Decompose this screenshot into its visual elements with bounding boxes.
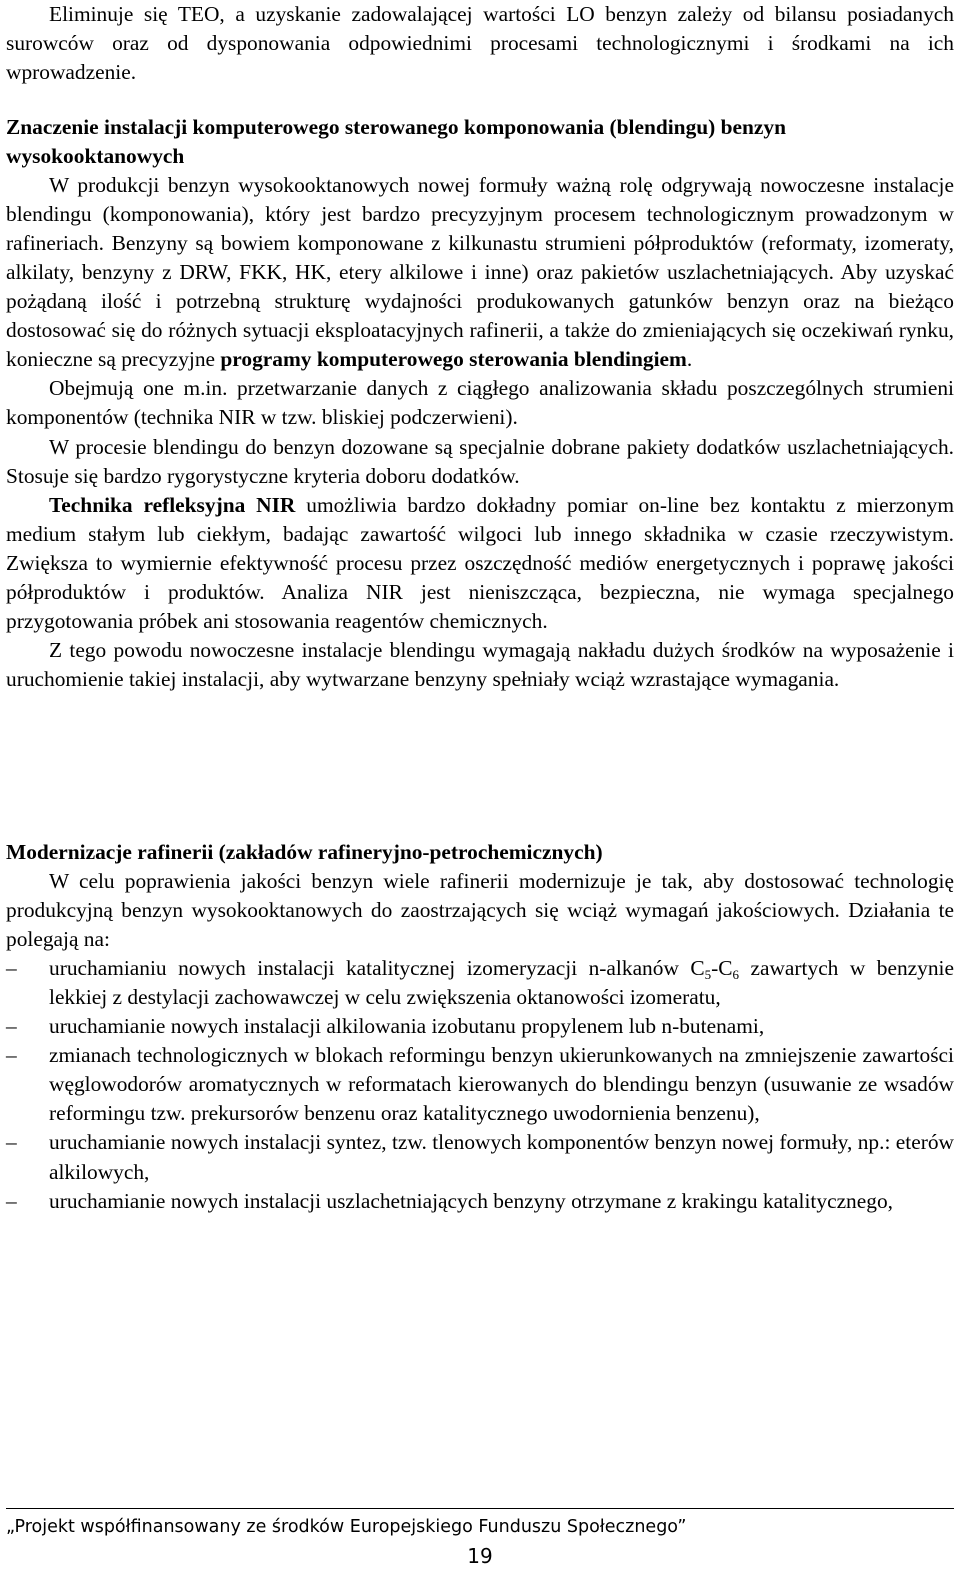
footer-funding-note: „Projekt współfinansowany ze środków Europejskiego Funduszu Społecznego”: [6, 1517, 687, 1537]
dash-bullet: –: [6, 1188, 17, 1213]
section-modernization: [6, 838, 954, 1216]
list-item-text: zawartych w benzynie lekkiej z destylacji zachowawczej w celu zwiększenia oktanowości izomeratu,: [49, 956, 954, 1010]
page-footer: [6, 1508, 954, 1568]
list-item: [6, 1012, 954, 1041]
modernization-intro: W celu poprawienia jakości benzyn wiele rafinerii modernizuje je tak, aby dostosować technologię produkcyjną benzyn wysokooktanowych do zaostrzających się wciąż wymagań jakościowych. Działania te polegają na:: [6, 869, 954, 952]
dash-bullet: –: [6, 1130, 17, 1155]
dash-bullet: –: [6, 1014, 17, 1039]
section-blending: [6, 113, 954, 694]
list-item-text: uruchamianie nowych instalacji alkilowania izobutanu propylenem lub n-butenami,: [49, 1014, 765, 1039]
blending-paragraph-1: [6, 171, 954, 374]
intro-paragraph: Eliminuje się TEO, a uzyskanie zadowalającej wartości LO benzyn zależy od bilansu posiadanych surowców oraz od dysponowania odpowiednimi procesami technologicznymi i środkami na ich wprowadzenie.: [6, 2, 954, 85]
blending-p1-end: .: [686, 347, 693, 372]
blending-p1-text: W produkcji benzyn wysokooktanowych nowej formuły ważną rolę odgrywają nowoczesne instalacje blendingu (komponowania), który jest bardzo precyzyjnym procesem technologicznym prowadzonym w rafineriach. Benzyny są bowiem komponowane z kilkunastu strumieni półproduktów (reformaty, izomeraty, alkilaty, benzyny z DRW, FKK, HK, etery alkilowe i inne) oraz pakietów uszlachetniających. Aby uzyskać pożądaną ilość i potrzebną strukturę wydajności produkowanych gatunków benzyn oraz na bieżąco dostosować się do różnych sytuacji eksploatacyjnych rafinerii, a także do zmieniających się oczekiwań rynku, konieczne są precyzyjne: [6, 173, 954, 372]
list-item-text: uruchamianie nowych instalacji syntez, tzw. tlenowych komponentów benzyn nowej formuły, np.: eterów alkilowych,: [49, 1130, 954, 1184]
dash-bullet: –: [6, 956, 17, 981]
nir-term: Technika refleksyjna NIR: [49, 492, 296, 517]
list-item-text: zmianach technologicznych w blokach reformingu benzyn ukierunkowanych na zmniejszenie zawartości węglowodorów aromatycznych w reformatach kierowanych do blendingu benzyn (usuwanie ze wsadów reformingu tzw. prekursorów benzenu oraz katalitycznego uwodornienia benzenu),: [49, 1043, 954, 1126]
list-item-text: uruchamianie nowych instalacji uszlachetniających benzyny otrzymane z krakingu katalitycznego,: [49, 1188, 893, 1213]
modernization-list: [6, 954, 954, 1215]
dash-bullet: –: [6, 1043, 17, 1068]
list-item: [6, 1128, 954, 1186]
blending-paragraph-4: [6, 491, 954, 636]
subscript: 6: [732, 967, 740, 983]
section-heading-modernization: Modernizacje rafinerii (zakładów rafineryjno-petrochemicznych): [6, 840, 603, 864]
subscript: 5: [704, 967, 712, 983]
footer-divider: [6, 1508, 954, 1509]
section-heading-blending: Znaczenie instalacji komputerowego sterowanego komponowania (blendingu) benzyn wysokooktanowych: [6, 115, 787, 169]
blending-paragraph-5: Z tego powodu nowoczesne instalacje blendingu wymagają nakładu dużych środków na wyposażenie i uruchomienie takiej instalacji, aby wytwarzane benzyny spełniały wciąż wzrastające wymagania.: [6, 637, 954, 691]
blending-p1-bold: programy komputerowego sterowania blendingiem: [220, 347, 687, 372]
list-item-text: uruchamianiu nowych instalacji katalitycznej izomeryzacji n-alkanów C: [49, 956, 705, 981]
blending-paragraph-3: W procesie blendingu do benzyn dozowane są specjalnie dobrane pakiety dodatków uszlachetniających. Stosuje się bardzo rygorystyczne kryteria doboru dodatków.: [6, 434, 954, 488]
blending-paragraph-2: Obejmują one m.in. przetwarzanie danych z ciągłego analizowania składu poszczególnych strumieni komponentów (technika NIR w tzw. bliskiej podczerwieni).: [6, 376, 954, 430]
intro-block: [6, 0, 954, 87]
list-item-text: -C: [711, 956, 733, 981]
list-item: [6, 954, 954, 1012]
list-item: [6, 1041, 954, 1128]
list-item: [6, 1187, 954, 1216]
nir-description: umożliwia bardzo dokładny pomiar on-line bez kontaktu z mierzonym medium stałym lub ciekłym, badając zawartość wilgoci lub innego składnika w czasie rzeczywistym. Zwiększa to wymiernie efektywność procesu przez oszczędność mediów energetycznych i poprawę jakości półproduktów i produktów. Analiza NIR jest nieniszcząca, bezpieczna, nie wymaga specjalnego przygotowania próbek ani stosowania reagentów chemicznych.: [6, 492, 954, 633]
page-number: 19: [467, 1544, 493, 1568]
